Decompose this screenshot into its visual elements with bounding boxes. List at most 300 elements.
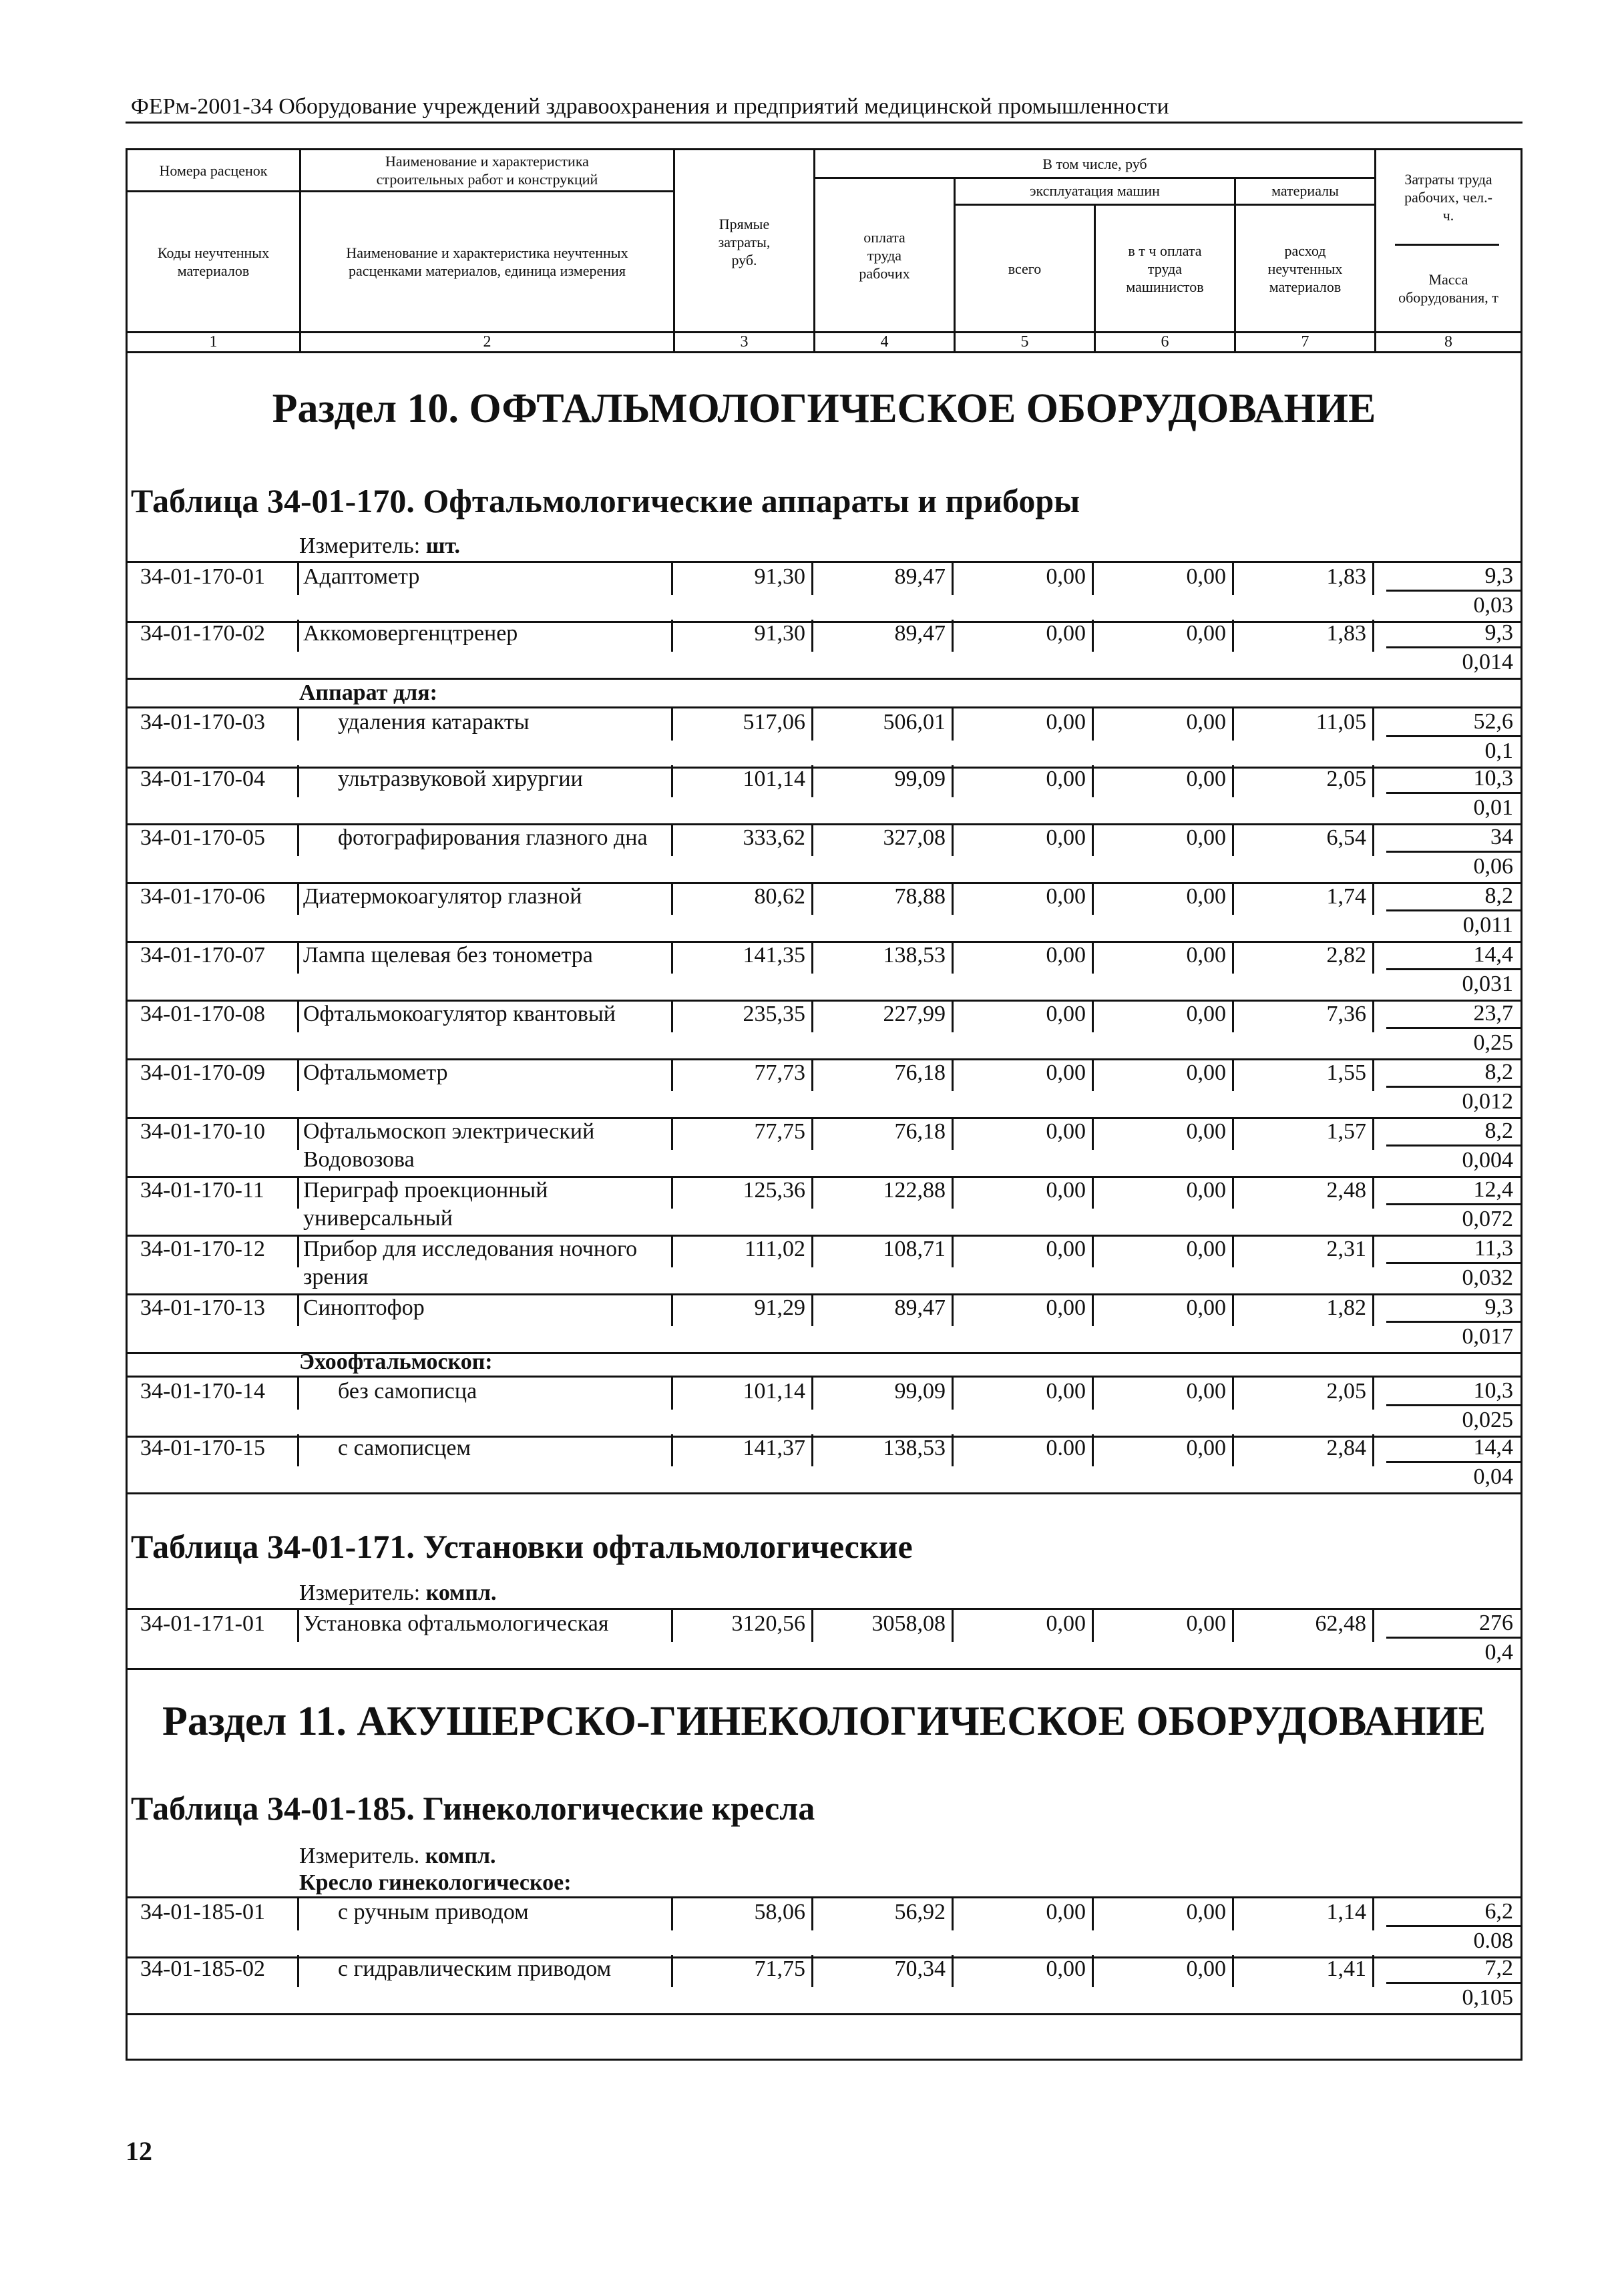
labor-hours-and-mass — [1374, 1177, 1522, 1235]
divider — [671, 1898, 673, 1930]
divider — [297, 1000, 299, 1032]
divider — [1232, 942, 1234, 974]
direct-costs: 58,06 — [754, 1900, 805, 1924]
divider — [671, 942, 673, 974]
divider — [297, 824, 299, 856]
header-material-codes: Коды неучтенных материалов — [157, 244, 270, 279]
rate-code: 34-01-170-05 — [140, 825, 265, 850]
item-name: Синоптофор — [303, 1295, 425, 1320]
table-row — [126, 1059, 1522, 1118]
labor-hours: 9,3 — [1386, 620, 1522, 648]
equipment-mass: 0.08 — [1473, 1928, 1513, 1953]
machine-total: 0,00 — [1046, 1060, 1086, 1085]
table-row — [126, 765, 1522, 824]
rate-code: 34-01-170-01 — [140, 564, 265, 589]
equipment-mass: 0,025 — [1462, 1408, 1513, 1432]
materials-use: 1,74 — [1326, 884, 1366, 909]
divider — [1092, 1235, 1094, 1267]
labor-pay: 3058,08 — [871, 1611, 946, 1636]
header-labor-hours: Затраты труда рабочих, чел.-ч. — [1404, 170, 1492, 224]
equipment-mass: 0,032 — [1462, 1265, 1513, 1290]
divider — [952, 1610, 954, 1642]
divider — [671, 1118, 673, 1150]
machine-total: 0,00 — [1046, 621, 1086, 646]
header-labor-pay: оплата труда рабочих — [859, 228, 910, 282]
item-name: с гидравлическим приводом — [338, 1956, 612, 1981]
labor-hours: 12,4 — [1386, 1177, 1522, 1205]
labor-pay: 99,09 — [894, 767, 946, 791]
divider — [1092, 1000, 1094, 1032]
column-numbers — [126, 333, 1522, 353]
labor-pay: 70,34 — [894, 1956, 946, 1981]
table-row — [126, 1955, 1522, 2014]
machine-labor: 0,00 — [1186, 825, 1226, 850]
divider — [297, 1059, 299, 1091]
divider — [1232, 883, 1234, 915]
divider — [671, 1059, 673, 1091]
labor-hours: 7,2 — [1386, 1955, 1522, 1984]
divider — [1232, 1235, 1234, 1267]
divider — [1092, 708, 1094, 741]
labor-hours-and-mass — [1374, 1955, 1522, 2014]
materials-use: 11,05 — [1315, 710, 1366, 735]
divider — [1232, 1610, 1234, 1642]
materials-use: 1,83 — [1326, 564, 1366, 589]
divider — [811, 1000, 813, 1032]
divider — [297, 1434, 299, 1466]
machine-total: 0,00 — [1046, 767, 1086, 791]
materials-use: 2,48 — [1326, 1178, 1366, 1203]
labor-pay: 89,47 — [894, 1295, 946, 1320]
machine-total: 0,00 — [1046, 1295, 1086, 1320]
labor-pay: 89,47 — [894, 564, 946, 589]
table-row — [126, 1294, 1522, 1353]
table-row — [126, 883, 1522, 942]
item-name: Установка офтальмологическая — [303, 1611, 609, 1636]
rate-code: 34-01-185-01 — [140, 1900, 265, 1924]
direct-costs: 235,35 — [743, 1002, 805, 1026]
labor-hours-and-mass — [1374, 765, 1522, 824]
direct-costs: 333,62 — [743, 825, 805, 850]
rate-code: 34-01-185-02 — [140, 1956, 265, 1981]
machine-total: 0,00 — [1046, 1002, 1086, 1026]
labor-hours: 8,2 — [1386, 1118, 1522, 1147]
labor-hours-and-mass — [1374, 1378, 1522, 1434]
direct-costs: 141,37 — [743, 1436, 805, 1460]
table-row — [126, 561, 1522, 620]
divider — [671, 1000, 673, 1032]
direct-costs: 111,02 — [745, 1237, 805, 1261]
divider — [811, 1955, 813, 1987]
labor-pay: 122,88 — [883, 1178, 946, 1203]
header-machines-labor: в т ч оплата труда машинистов — [1126, 242, 1204, 295]
divider — [1232, 824, 1234, 856]
labor-hours: 8,2 — [1386, 1059, 1522, 1088]
labor-hours: 6,2 — [1386, 1898, 1522, 1927]
machine-labor: 0,00 — [1186, 564, 1226, 589]
rate-code: 34-01-170-09 — [140, 1060, 265, 1085]
divider — [1092, 765, 1094, 797]
table-185-title: Таблица 34-01-185. Гинекологические кресла — [131, 1790, 815, 1827]
labor-pay: 76,18 — [894, 1119, 946, 1144]
column-number: 4 — [880, 333, 889, 351]
machine-labor: 0,00 — [1186, 943, 1226, 968]
divider — [952, 563, 954, 595]
column-number: 1 — [209, 333, 218, 351]
divider — [1092, 1059, 1094, 1091]
group-label-echo: Эхоофтальмоскоп: — [299, 1349, 493, 1374]
machine-total: 0.00 — [1046, 1436, 1086, 1460]
divider — [671, 1294, 673, 1326]
labor-hours-and-mass — [1374, 824, 1522, 883]
divider — [297, 708, 299, 741]
table-row — [126, 1376, 1522, 1434]
labor-hours-and-mass — [1374, 1235, 1522, 1294]
meter-unit: компл. — [425, 1581, 497, 1605]
divider — [952, 1434, 954, 1466]
divider — [952, 824, 954, 856]
materials-use: 1,55 — [1326, 1060, 1366, 1085]
divider — [671, 1378, 673, 1410]
materials-use: 1,41 — [1326, 1956, 1366, 1981]
row-rule — [126, 1668, 1522, 1670]
machine-labor: 0,00 — [1186, 1119, 1226, 1144]
equipment-mass: 0,072 — [1462, 1207, 1513, 1231]
equipment-mass: 0,031 — [1462, 972, 1513, 996]
equipment-mass: 0,105 — [1462, 1985, 1513, 2010]
divider — [297, 883, 299, 915]
labor-hours-and-mass — [1374, 1059, 1522, 1118]
rate-code: 34-01-170-02 — [140, 621, 265, 646]
materials-use: 1,57 — [1326, 1119, 1366, 1144]
materials-use: 2,05 — [1326, 1379, 1366, 1404]
labor-hours-and-mass — [1374, 1610, 1522, 1667]
divider — [952, 765, 954, 797]
divider — [952, 1955, 954, 1987]
direct-costs: 141,35 — [743, 943, 805, 968]
machine-labor: 0,00 — [1186, 1060, 1226, 1085]
equipment-mass: 0,4 — [1484, 1640, 1513, 1665]
rate-code: 34-01-171-01 — [140, 1611, 265, 1636]
divider — [1092, 1118, 1094, 1150]
labor-hours-and-mass — [1374, 708, 1522, 765]
table-row — [126, 942, 1522, 1000]
machine-total: 0,00 — [1046, 1237, 1086, 1261]
materials-use: 6,54 — [1326, 825, 1366, 850]
table-row — [126, 1118, 1522, 1177]
divider — [811, 563, 813, 595]
meter-unit: шт. — [425, 534, 461, 558]
page-number: 12 — [126, 2136, 152, 2166]
meter-label: Измеритель: — [299, 1581, 421, 1605]
labor-hours: 14,4 — [1386, 942, 1522, 970]
divider — [671, 1610, 673, 1642]
column-number: 5 — [1020, 333, 1029, 351]
labor-hours-and-mass — [1374, 1118, 1522, 1177]
table-row — [126, 1434, 1522, 1493]
machine-total: 0,00 — [1046, 1611, 1086, 1636]
labor-pay: 327,08 — [883, 825, 946, 850]
item-name: Офтальмокоагулятор квантовый — [303, 1002, 616, 1026]
divider — [671, 563, 673, 595]
rate-code: 34-01-170-04 — [140, 767, 265, 791]
divider — [1092, 1955, 1094, 1987]
divider — [811, 765, 813, 797]
direct-costs: 71,75 — [754, 1956, 805, 1981]
divider — [811, 1898, 813, 1930]
divider — [297, 942, 299, 974]
section-11-title: Раздел 11. АКУШЕРСКО-ГИНЕКОЛОГИЧЕСКОЕ ОБОРУДОВАНИЕ — [162, 1699, 1486, 1744]
divider — [297, 1378, 299, 1410]
divider — [952, 1000, 954, 1032]
divider — [1092, 1898, 1094, 1930]
materials-use: 2,05 — [1326, 767, 1366, 791]
materials-use: 1,14 — [1326, 1900, 1366, 1924]
equipment-mass: 0,012 — [1462, 1089, 1513, 1114]
materials-use: 1,83 — [1326, 621, 1366, 646]
labor-hours: 11,3 — [1386, 1235, 1522, 1264]
item-name: ультразвуковой хирургии — [338, 767, 583, 791]
machine-total: 0,00 — [1046, 1900, 1086, 1924]
rate-code: 34-01-170-12 — [140, 1237, 265, 1261]
header-work-name: Наименование и характеристика строительных работ и конструкций — [376, 153, 598, 188]
divider — [671, 765, 673, 797]
labor-hours: 276 — [1386, 1610, 1522, 1639]
divider — [1232, 1898, 1234, 1930]
divider — [811, 1610, 813, 1642]
labor-pay: 227,99 — [883, 1002, 946, 1026]
rate-code: 34-01-170-13 — [140, 1295, 265, 1320]
materials-use: 2,31 — [1326, 1237, 1366, 1261]
divider — [1232, 708, 1234, 741]
labor-hours-and-mass — [1374, 620, 1522, 678]
rate-code: 34-01-170-14 — [140, 1379, 265, 1404]
labor-hours: 14,4 — [1386, 1434, 1522, 1463]
labor-pay: 89,47 — [894, 621, 946, 646]
divider — [297, 563, 299, 595]
table-row — [126, 1000, 1522, 1059]
machine-total: 0,00 — [1046, 564, 1086, 589]
machine-labor: 0,00 — [1186, 1178, 1226, 1203]
running-head-rule — [126, 122, 1522, 124]
divider — [811, 1434, 813, 1466]
materials-use: 1,82 — [1326, 1295, 1366, 1320]
machine-labor: 0,00 — [1186, 1237, 1226, 1261]
divider — [1232, 1118, 1234, 1150]
machine-labor: 0,00 — [1186, 1002, 1226, 1026]
divider — [811, 620, 813, 652]
header-rate-numbers: Номера расценок — [159, 162, 268, 179]
divider — [1232, 1000, 1234, 1032]
divider — [297, 1118, 299, 1150]
divider — [671, 1434, 673, 1466]
table-170-meter — [299, 533, 460, 560]
labor-pay: 99,09 — [894, 1379, 946, 1404]
divider — [952, 942, 954, 974]
table-row — [126, 1896, 1522, 1955]
divider — [1092, 883, 1094, 915]
divider — [811, 1059, 813, 1091]
equipment-mass: 0,017 — [1462, 1324, 1513, 1349]
direct-costs: 77,75 — [754, 1119, 805, 1144]
divider — [952, 1059, 954, 1091]
direct-costs: 517,06 — [743, 710, 805, 735]
equipment-mass: 0,04 — [1473, 1464, 1513, 1489]
column-number: 8 — [1444, 333, 1452, 351]
divider — [1232, 1294, 1234, 1326]
labor-hours: 52,6 — [1386, 708, 1522, 737]
section-10-title: Раздел 10. ОФТАЛЬМОЛОГИЧЕСКОЕ ОБОРУДОВАНИЕ — [272, 386, 1376, 431]
labor-pay: 78,88 — [894, 884, 946, 909]
item-name: Периграф проекционный универсальный — [303, 1178, 548, 1231]
divider — [1092, 563, 1094, 595]
labor-hours-and-mass — [1374, 1000, 1522, 1059]
divider — [952, 1378, 954, 1410]
divider — [952, 883, 954, 915]
item-name: фотографирования глазного дна — [338, 825, 648, 850]
meter-label: Измеритель: — [299, 534, 421, 558]
divider — [671, 824, 673, 856]
table-row — [126, 1177, 1522, 1235]
machine-labor: 0,00 — [1186, 1956, 1226, 1981]
item-name: Диатермокоагулятор глазной — [303, 884, 582, 909]
divider — [811, 1378, 813, 1410]
divider — [1232, 765, 1234, 797]
direct-costs: 77,73 — [754, 1060, 805, 1085]
machine-labor: 0,00 — [1186, 1611, 1226, 1636]
header-direct-costs: Прямые затраты, руб. — [718, 215, 771, 268]
item-name: удаления катаракты — [338, 710, 530, 735]
divider — [1092, 620, 1094, 652]
item-name: Офтальмоскоп электрический Водовозова — [303, 1119, 595, 1172]
direct-costs: 3120,56 — [731, 1611, 805, 1636]
column-number: 3 — [740, 333, 749, 351]
divider — [952, 620, 954, 652]
divider — [671, 708, 673, 741]
divider — [671, 1235, 673, 1267]
labor-hours: 8,2 — [1386, 883, 1522, 911]
divider — [1232, 563, 1234, 595]
divider — [297, 1610, 299, 1642]
direct-costs: 101,14 — [743, 767, 805, 791]
divider — [952, 1177, 954, 1209]
materials-use: 7,36 — [1326, 1002, 1366, 1026]
labor-hours-and-mass — [1374, 563, 1522, 620]
divider — [671, 1955, 673, 1987]
divider — [297, 620, 299, 652]
rate-code: 34-01-170-06 — [140, 884, 265, 909]
header-mass: Масса оборудования, т — [1398, 271, 1498, 306]
labor-hours: 10,3 — [1386, 1378, 1522, 1406]
item-name: с самописцем — [338, 1436, 471, 1460]
direct-costs: 91,30 — [754, 564, 805, 589]
divider — [297, 1177, 299, 1209]
equipment-mass: 0,03 — [1473, 593, 1513, 618]
group-label-chair: Кресло гинекологическое: — [299, 1870, 572, 1895]
divider — [811, 708, 813, 741]
machine-total: 0,00 — [1046, 710, 1086, 735]
header-machines: эксплуатация машин — [1030, 182, 1160, 199]
header-materials-use: расход неучтенных материалов — [1267, 242, 1343, 295]
labor-hours: 34 — [1386, 824, 1522, 853]
materials-use: 2,82 — [1326, 943, 1366, 968]
machine-total: 0,00 — [1046, 825, 1086, 850]
item-name: Прибор для исследования ночного зрения — [303, 1237, 638, 1289]
item-name: с ручным приводом — [338, 1900, 529, 1924]
divider — [811, 1118, 813, 1150]
labor-hours-and-mass — [1374, 883, 1522, 942]
table-row — [126, 1608, 1522, 1667]
divider — [671, 620, 673, 652]
rate-code: 34-01-170-11 — [140, 1178, 264, 1203]
machine-total: 0,00 — [1046, 884, 1086, 909]
labor-hours: 23,7 — [1386, 1000, 1522, 1029]
item-name: Аккомовергенцтренер — [303, 621, 518, 646]
divider — [1092, 1378, 1094, 1410]
divider — [297, 1898, 299, 1930]
machine-total: 0,00 — [1046, 1379, 1086, 1404]
equipment-mass: 0,1 — [1484, 739, 1513, 763]
materials-use: 2,84 — [1326, 1436, 1366, 1460]
machine-labor: 0,00 — [1186, 621, 1226, 646]
direct-costs: 125,36 — [743, 1178, 805, 1203]
item-name: Адаптометр — [303, 564, 420, 589]
equipment-mass: 0,25 — [1473, 1030, 1513, 1055]
row-rule — [126, 1492, 1522, 1494]
table-185-meter — [299, 1843, 496, 1870]
column-number: 6 — [1161, 333, 1169, 351]
labor-pay: 108,71 — [883, 1237, 946, 1261]
header-materials: материалы — [1271, 182, 1339, 199]
header-material-name: Наименование и характеристика неучтенных расценками материалов, единица измерения — [346, 244, 628, 279]
labor-pay: 76,18 — [894, 1060, 946, 1085]
divider — [1092, 1294, 1094, 1326]
column-number: 7 — [1301, 333, 1309, 351]
item-name: Офтальмометр — [303, 1060, 448, 1085]
meter-label: Измеритель. — [299, 1844, 420, 1868]
machine-labor: 0,00 — [1186, 767, 1226, 791]
divider — [671, 1177, 673, 1209]
rate-code: 34-01-170-03 — [140, 710, 265, 735]
divider — [811, 1177, 813, 1209]
divider — [1092, 1434, 1094, 1466]
labor-hours-and-mass — [1374, 1898, 1522, 1955]
labor-hours-and-mass — [1374, 1434, 1522, 1493]
direct-costs: 80,62 — [754, 884, 805, 909]
divider — [952, 708, 954, 741]
machine-labor: 0,00 — [1186, 710, 1226, 735]
header-including: В том числе, руб — [1042, 155, 1147, 172]
divider — [297, 1235, 299, 1267]
table-row — [126, 706, 1522, 765]
item-name: Лампа щелевая без тонометра — [303, 943, 593, 968]
rate-code: 34-01-170-15 — [140, 1436, 265, 1460]
labor-pay: 138,53 — [883, 1436, 946, 1460]
meter-unit: компл. — [425, 1844, 496, 1868]
machine-total: 0,00 — [1046, 1178, 1086, 1203]
materials-use: 62,48 — [1315, 1611, 1366, 1636]
labor-hours: 9,3 — [1386, 563, 1522, 592]
divider — [1232, 1378, 1234, 1410]
divider — [811, 883, 813, 915]
divider — [1092, 824, 1094, 856]
machine-labor: 0,00 — [1186, 884, 1226, 909]
divider — [671, 883, 673, 915]
equipment-mass: 0,004 — [1462, 1148, 1513, 1173]
table-row — [126, 1235, 1522, 1294]
divider — [1092, 942, 1094, 974]
divider — [1232, 1177, 1234, 1209]
